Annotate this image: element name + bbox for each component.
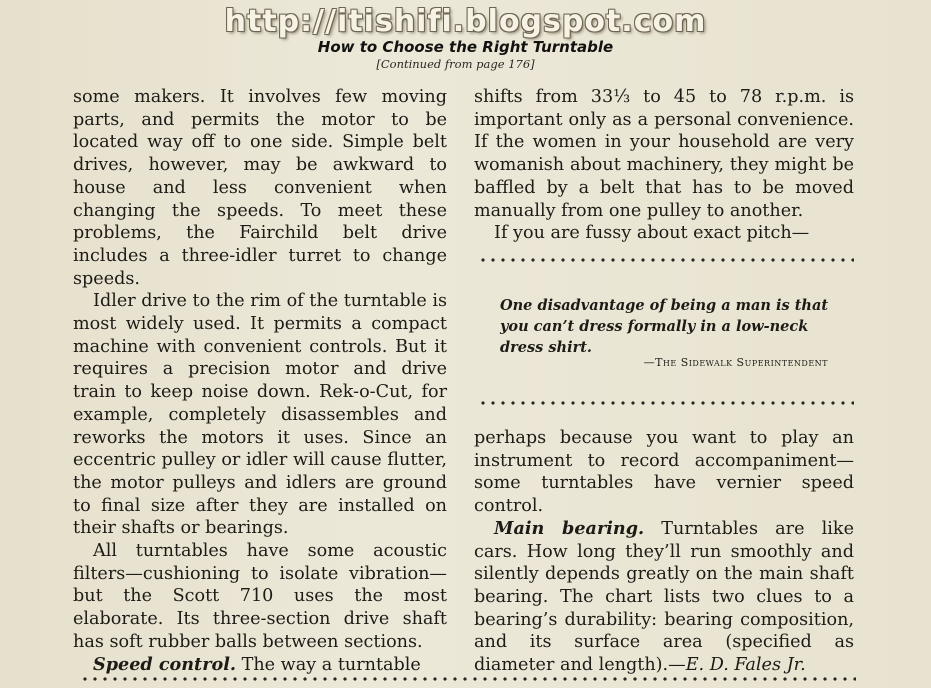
paragraph-text: Turntables are like cars. How long they’ll run smoothly and silently depends greatly on the main shaft bearing. The chart lists two clues to a bearing’s durability: bearing composition, and its surface area (specified as diameter and length).—: [474, 518, 854, 676]
paragraph: some makers. It involves few moving parts, and permits the motor to be located way off to one side. Simple belt drives, however, may be awkward to house and less convenient when changing the speeds. To meet these problems, the Fairchild belt drive includes a three-idler turret to change speeds.: [73, 87, 447, 289]
paragraph: If you are fussy about exact pitch—: [494, 223, 810, 244]
quote-text: One disadvantage of being a man is that you can’t dress formally in a low-neck dress shirt.: [500, 297, 829, 356]
paragraph: [73, 654, 447, 677]
right-column-top: [474, 86, 854, 245]
filler-quote: [500, 295, 830, 358]
paragraph: [474, 518, 854, 677]
paragraph: Idler drive to the rim of the turntable is most widely used. It permits a compact machine with convenient controls. But it requires a precision motor and drive train to keep noise down. Rek-o-Cut, for example, completely disassembles and reworks the motors it uses. Since an eccentric pulley or idler will cause flutter, the motor pulleys and idlers are ground to final size after they are installed on their shafts or bearings.: [73, 291, 447, 539]
watermark-url[interactable]: http://itishifi.blogspot.com: [224, 4, 707, 39]
continued-note: [Continued from page 176]: [376, 57, 535, 71]
article-title: How to Choose the Right Turntable: [317, 38, 614, 56]
paragraph: perhaps because you want to play an instrument to record accompaniment—some turntables have vernier speed control.: [474, 428, 854, 517]
paragraph-text: The way a turntable: [236, 654, 421, 675]
subheading-speed-control: Speed control.: [93, 653, 237, 675]
dotted-rule: [478, 401, 854, 405]
author-byline: E. D. Fales Jr.: [685, 655, 806, 676]
paragraph: All turntables have some acoustic filters—cushioning to isolate vibration—but the Scott 710 uses the most elaborate. Its three-section drive shaft has soft rubber balls between sections.: [73, 541, 447, 652]
paragraph: shifts from 33⅓ to 45 to 78 r.p.m. is important only as a personal convenience. If the women in your household are very womanish about machinery, they might be baffled by a belt that has to be moved manually from one pulley to another.: [474, 87, 854, 221]
quote-attribution: —The Sidewalk Superintendent: [643, 356, 828, 369]
right-column-bottom: [474, 427, 854, 677]
dotted-rule: [80, 677, 856, 681]
dotted-rule: [478, 258, 854, 262]
left-column: [73, 86, 447, 676]
subheading-main-bearing: Main bearing.: [494, 517, 645, 539]
